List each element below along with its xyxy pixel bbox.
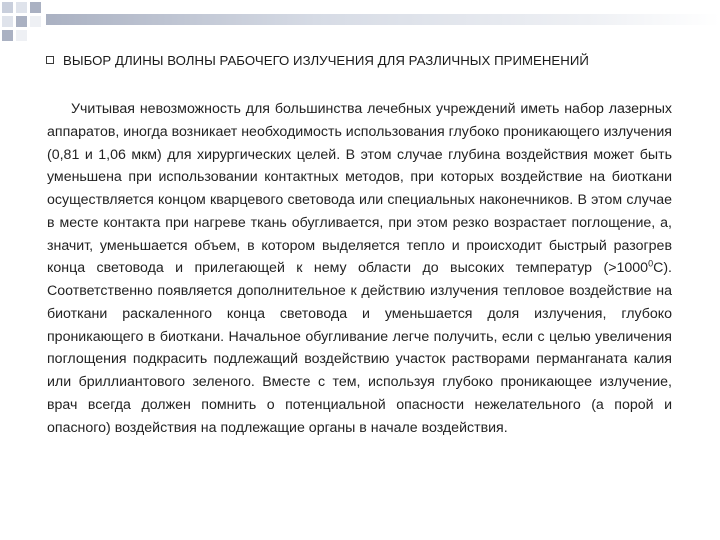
header-stripe	[46, 14, 720, 25]
decor-square	[16, 16, 27, 27]
decor-square	[16, 30, 27, 41]
paragraph-text-part2: С). Соответственно появляется дополнительное к действию излучения тепловое воздействие на биоткани раскаленного конца световода и уменьшается доля излучения, глубоко проникающего в биоткани. Начальное обугливание легче получить, если с целью увеличения поглощения подкрасить подлежащий воздействию участок растворами перманганата калия или бриллиантового зеленого. Вместе с тем, используя глубоко проникающее излучение, врач всегда должен помнить о потенциальной опасности нежелательного (а порой и опасного) воздействия на подлежащие органы в начале воздействия.	[47, 260, 672, 436]
decor-square	[30, 16, 41, 27]
square-bullet-icon	[46, 56, 54, 64]
degree-superscript: 0	[648, 258, 654, 269]
decor-square	[16, 2, 27, 13]
paragraph-text-part1: Учитывая невозможность для большинства лечебных учреждений иметь набор лазерных аппаратов, иногда возникает необходимость использования глубоко проникающего излучения (0,81 и 1,06 мкм) для хирургических целей. В этом случае глубина воздействия может быть уменьшена при использовании контактных методов, при которых воздействие на биоткани осуществляется концом кварцевого световода или специальных наконечников. В этом случае в месте контакта при нагреве ткань обугливается, при этом резко возрастает поглощение, а, значит, уменьшается объем, в котором выделяется тепло и происходит быстрый разогрев конца световода и прилегающей к нему области до высоких температур (>1000	[47, 101, 672, 277]
decor-square	[30, 2, 41, 13]
body-paragraph	[47, 98, 672, 439]
decor-square	[2, 2, 13, 13]
decor-square	[2, 30, 13, 41]
slide-title: ВЫБОР ДЛИНЫ ВОЛНЫ РАБОЧЕГО ИЗЛУЧЕНИЯ ДЛЯ РАЗЛИЧНЫХ ПРИМЕНЕНИЙ	[63, 53, 589, 68]
decor-square	[2, 16, 13, 27]
corner-decoration	[0, 0, 80, 60]
